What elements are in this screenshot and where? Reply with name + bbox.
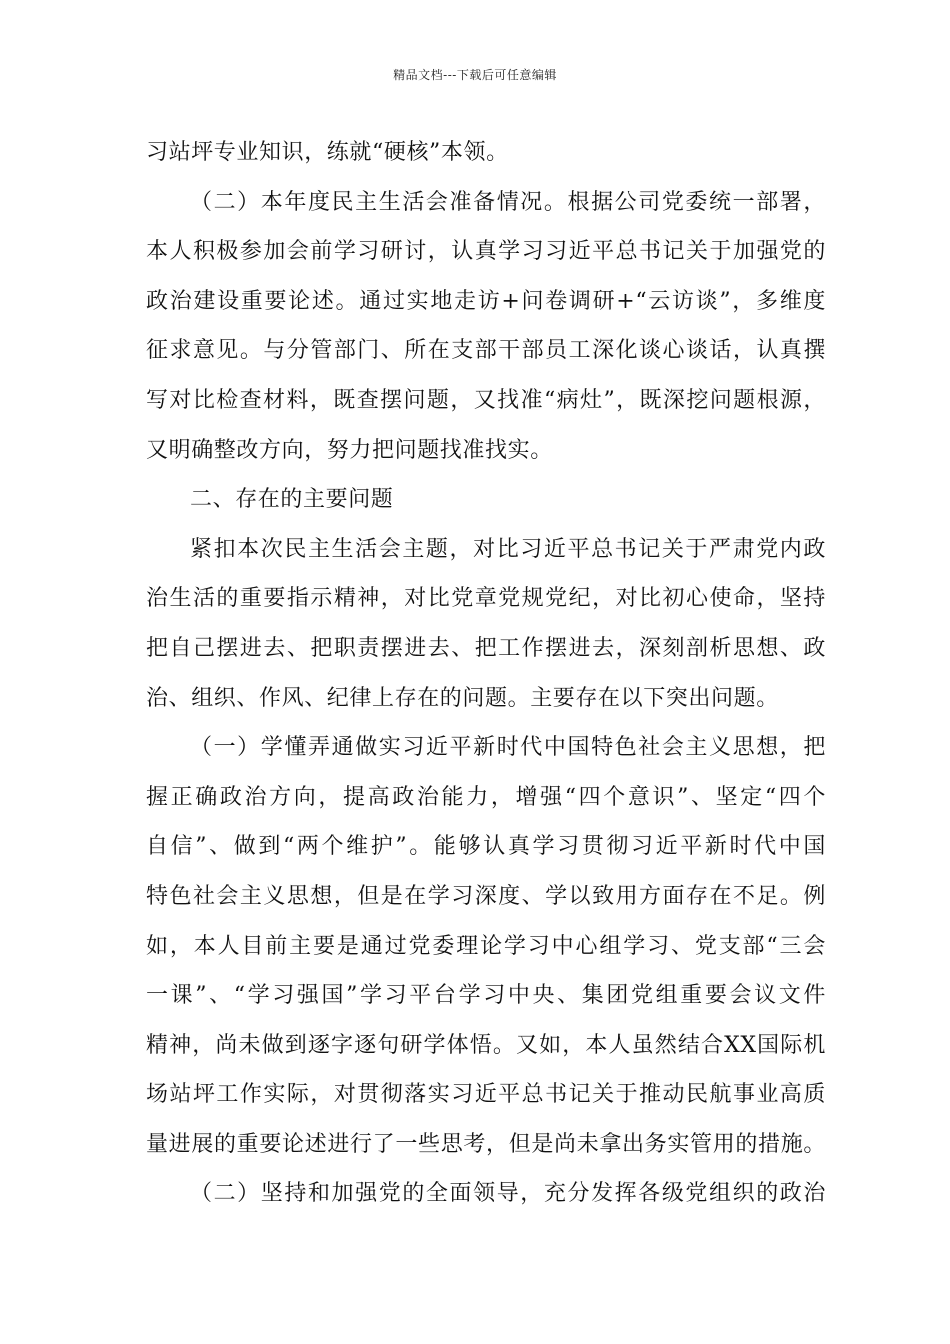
text-line: 政治建设重要论述。通过实地走访+问卷调研+“云访谈”，多维度: [146, 288, 826, 314]
text-line: 如，本人目前主要是通过党委理论学习中心组学习、党支部“三会: [146, 933, 826, 959]
page-header: 精品文档---下载后可任意编辑: [393, 68, 557, 82]
text-line: 握正确政治方向，提高政治能力，增强“四个意识”、坚定“四个: [146, 784, 826, 810]
text-line: 量进展的重要论述进行了一些思考，但是尚未拿出务实管用的措施。: [146, 1131, 826, 1157]
text-line: 精神，尚未做到逐字逐句研学体悟。又如，本人虽然结合XX国际机: [146, 1032, 826, 1058]
text-line: 征求意见。与分管部门、所在支部干部员工深化谈心谈话，认真撰: [146, 338, 826, 364]
text-line: 又明确整改方向，努力把问题找准找实。: [146, 437, 553, 463]
text-line: 把自己摆进去、把职责摆进去、把工作摆进去，深刻剖析思想、政: [146, 635, 826, 661]
text-line: （二）本年度民主生活会准备情况。根据公司党委统一部署，: [190, 189, 826, 215]
text-line: 紧扣本次民主生活会主题，对比习近平总书记关于严肃党内政: [190, 536, 826, 562]
text-line: 一课”、“学习强国”学习平台学习中央、集团党组重要会议文件: [146, 983, 826, 1009]
text-line: （二）坚持和加强党的全面领导，充分发挥各级党组织的政治: [190, 1181, 826, 1207]
text-line: 二、存在的主要问题: [190, 487, 394, 513]
text-line: 场站坪工作实际，对贯彻落实习近平总书记关于推动民航事业高质: [146, 1082, 826, 1108]
text-line: 本人积极参加会前学习研讨，认真学习习近平总书记关于加强党的: [146, 239, 826, 265]
text-line: 治生活的重要指示精神，对比党章党规党纪，对比初心使命，坚持: [146, 586, 826, 612]
text-line: 自信”、做到“两个维护”。能够认真学习贯彻习近平新时代中国: [146, 834, 826, 860]
text-line: 治、组织、作风、纪律上存在的问题。主要存在以下突出问题。: [146, 685, 779, 711]
text-line: 习站坪专业知识，练就“硬核”本领。: [146, 140, 509, 165]
text-line: 写对比检查材料，既查摆问题，又找准“病灶”，既深挖问题根源，: [146, 387, 826, 413]
text-line: 特色社会主义思想，但是在学习深度、学以致用方面存在不足。例: [146, 883, 826, 909]
text-line: （一）学懂弄通做实习近平新时代中国特色社会主义思想，把: [190, 735, 826, 761]
document-body: [146, 128, 826, 1219]
